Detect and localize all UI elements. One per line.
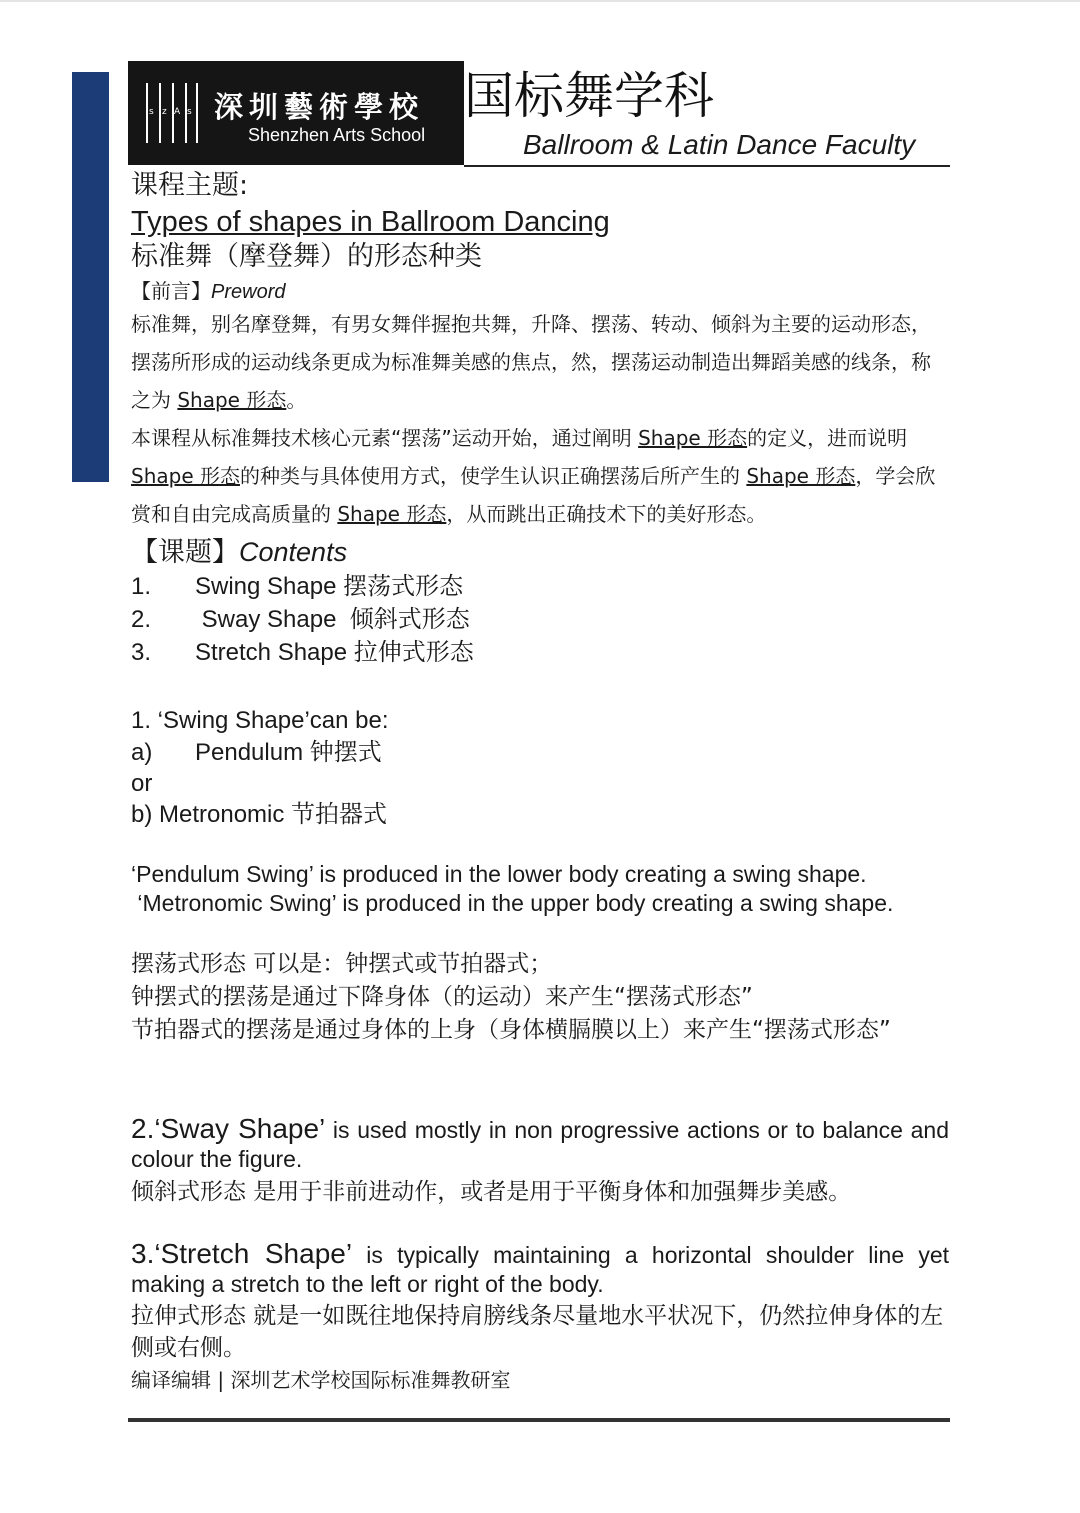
school-logo <box>128 61 464 165</box>
logo-school-name-cn: 深圳藝術學校 <box>214 90 425 124</box>
contents-label-cn: 【课题】 <box>131 537 239 568</box>
stretch-cn: 拉伸式形态 就是一如既往地保持肩膀线条尽量地水平状况下，仍然拉伸身体的左侧或右侧。 <box>131 1303 944 1361</box>
preword-paragraph-1: 标准舞，别名摩登舞，有男女舞伴握抱共舞，升降、摆荡、转动、倾斜为主要的运动形态，摆荡所形成的运动线条更成为标准舞美感的焦点，然，摆荡运动制造出舞蹈美感的线条，称之为 Shape 形态。 <box>131 312 931 412</box>
contents-heading <box>131 535 347 570</box>
top-border <box>0 0 1080 2</box>
topic-title-cn: 标准舞（摩登舞）的形态种类 <box>131 241 482 272</box>
shape-term: Shape 形态 <box>177 388 287 412</box>
swing-en-2: ‘Metronomic Swing’ is produced in the upper body creating a swing shape. <box>131 890 894 916</box>
swing-option-b: b) Metronomic 节拍器式 <box>131 801 388 828</box>
footer-rule <box>128 1418 950 1422</box>
sway-description: 2.‘Sway Shape’ is used mostly in non progressive actions or to balance and colour the figure. <box>131 1113 949 1172</box>
contents-item-1: 1. Swing Shape 摆荡式形态 <box>131 573 464 600</box>
contents-item-3: 3. Stretch Shape 拉伸式形态 <box>131 639 474 666</box>
side-accent-bar <box>72 72 109 482</box>
swing-cn-2: 钟摆式的摆荡是通过下降身体（的运动）来产生“摆荡式形态” <box>131 984 753 1010</box>
header-rule <box>464 165 950 167</box>
stretch-description: 3.‘Stretch Shape’ is typically maintaining a horizontal shoulder line yet making a stretch to the left or right of the body. <box>131 1238 949 1297</box>
swing-heading: 1. ‘Swing Shape’can be: <box>131 707 389 734</box>
logo-school-name-en: Shenzhen Arts School <box>248 125 426 145</box>
footer-editor: 编译编辑 | 深圳艺术学校国际标准舞教研室 <box>131 1368 511 1392</box>
preword-heading <box>131 277 285 306</box>
faculty-title-cn: 国标舞学科 <box>464 67 714 125</box>
sway-lead: 2.‘Sway Shape’ <box>131 1113 326 1144</box>
preword-label-en: Preword <box>211 281 286 303</box>
swing-option-a: a) Pendulum 钟摆式 <box>131 739 382 766</box>
contents-item-2: 2. Sway Shape 倾斜式形态 <box>131 606 470 633</box>
swing-cn-1: 摆荡式形态 可以是：钟摆式或节拍器式； <box>131 951 553 977</box>
faculty-title-en: Ballroom & Latin Dance Faculty <box>523 129 916 160</box>
topic-title-en: Types of shapes in Ballroom Dancing <box>131 206 610 238</box>
sway-cn: 倾斜式形态 是用于非前进动作，或者是用于平衡身体和加强舞步美感。 <box>131 1179 852 1205</box>
swing-or: or <box>131 770 153 797</box>
swing-cn-3: 节拍器式的摆荡是通过身体的上身（身体横膈膜以上）来产生“摆荡式形态” <box>131 1017 891 1043</box>
contents-label-en: Contents <box>239 537 348 567</box>
preword-label-cn: 【前言】 <box>131 279 211 303</box>
preword-paragraph-2: 本课程从标准舞技术核心元素“摆荡”运动开始，通过阐明 Shape 形态的定义，进而说明 Shape 形态的种类与具体使用方式，使学生认识正确摆荡后所产生的 Shape 形态，学会欣赏和自由完成高质量的 Shape 形态，从而跳出正确技术下的美好形态。 <box>131 426 936 526</box>
stretch-lead: 3.‘Stretch Shape’ <box>131 1238 353 1269</box>
logo-mark: s z A s <box>146 83 198 143</box>
swing-en-1: ‘Pendulum Swing’ is produced in the lower body creating a swing shape. <box>131 861 867 887</box>
topic-label: 课程主题: <box>131 170 249 201</box>
